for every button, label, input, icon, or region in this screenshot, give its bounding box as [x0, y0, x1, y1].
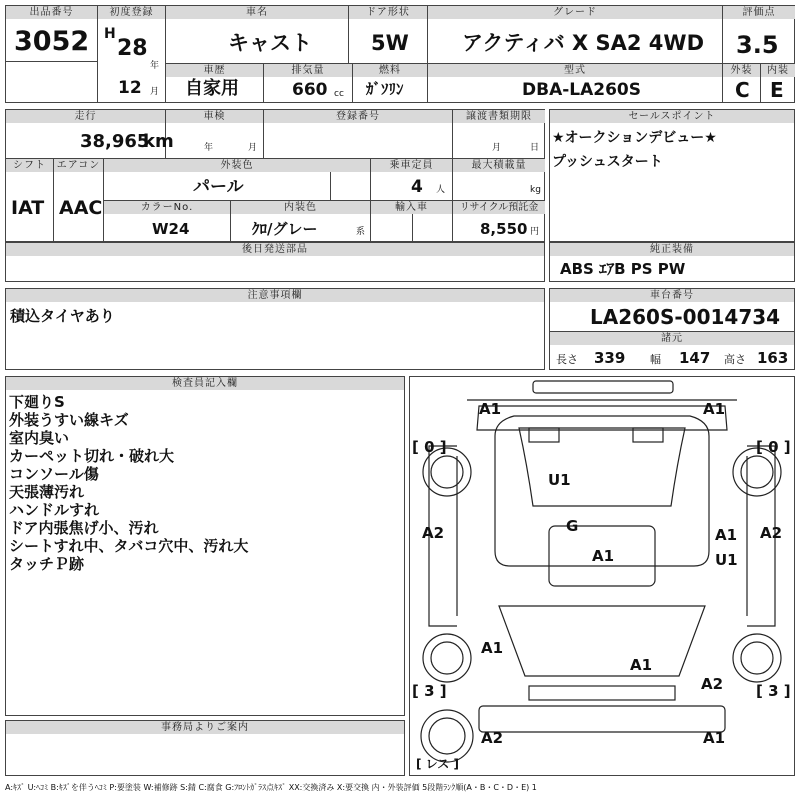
transfer-label: 譲渡書類期限 [453, 110, 545, 123]
transfer-month-unit: 月 [492, 143, 502, 153]
height-label: 高さ [724, 353, 746, 366]
damage-center: A1 [592, 547, 615, 565]
transfer-day-unit: 日 [530, 143, 540, 153]
later-parts-label: 後日発送部品 [6, 243, 544, 256]
max-load-label: 最大積載量 [453, 159, 545, 172]
door-type: 5W [371, 31, 409, 55]
interior-label: 内装 [761, 64, 795, 77]
year-unit: 年 [150, 61, 160, 71]
length-label: 長さ [556, 353, 578, 366]
sales-points-box [549, 109, 795, 242]
length: 339 [594, 349, 626, 367]
car-diagram [409, 376, 795, 776]
car-history: 自家用 [185, 78, 239, 99]
recycle-label: リサイクル預託金 [453, 201, 545, 214]
office-label: 事務局よりご案内 [6, 721, 404, 734]
lot-label: 出品番号 [6, 6, 97, 19]
ext-color: パール [193, 177, 244, 197]
caution-note: 積込タイヤあり [10, 307, 115, 325]
door-label: ドア形状 [349, 6, 427, 19]
inspector-note: ドア内張焦げ小、汚れ [9, 519, 159, 537]
max-load-unit: kg [530, 185, 541, 195]
recycle-unit: 円 [530, 227, 540, 237]
damage-front-right: A1 [703, 400, 726, 418]
fuel: ｶﾞｿﾘﾝ [366, 80, 404, 98]
damage-bottom-left: A2 [481, 729, 504, 747]
equipment-label: 純正装備 [550, 243, 794, 256]
sales-points-label: セールスポイント [550, 110, 794, 123]
interior-grade: E [770, 78, 784, 102]
sales-point-2: プッシュスタート [552, 154, 663, 170]
ac-label: エアコン [54, 159, 103, 172]
shift-label: シフト [6, 159, 53, 172]
inspector-note: シートすれ中、タバコ穴中、汚れ大 [9, 537, 249, 555]
chassis-label: 車台番号 [550, 289, 794, 302]
ext-color-label: 外装色 [104, 159, 370, 172]
inspector-notes [9, 393, 248, 573]
inspector-note: 下廻りS [9, 393, 65, 411]
inspector-note: コンソール傷 [9, 465, 99, 483]
tire-spare: [ レス ] [416, 757, 459, 771]
inspector-note: 天張薄汚れ [9, 483, 85, 501]
damage-left-side: A2 [422, 524, 445, 542]
inspector-label: 検査員記入欄 [6, 377, 404, 390]
shift: IAT [11, 197, 45, 219]
inspector-note: タッチＰ跡 [9, 555, 85, 573]
int-color-unit: 系 [356, 227, 366, 237]
grade: アクティバ X SA2 4WD [462, 31, 705, 55]
capacity: 4 [411, 177, 423, 197]
inspector-note: 外装うすい線キズ [9, 411, 129, 429]
lot-number: 3052 [14, 26, 90, 57]
air-conditioner: AAC [59, 197, 103, 219]
damage-right-side-u: U1 [715, 551, 738, 569]
era-mark: H [104, 26, 116, 42]
capacity-label: 乗車定員 [371, 159, 452, 172]
legend: A:ｷｽﾞ U:ﾍｺﾐ B:ｷｽﾞを伴うﾍｺﾐ P:要塗装 W:補修跡 S:錆 C:腐食 G:ﾌﾛﾝﾄｶﾞﾗｽ点ｷｽﾞ XX:交換済み X:要交換 内・外装評価 5段階ﾗﾝｸ順(A・B・C・D・E) 1 [5, 783, 537, 792]
inspection-label: 車検 [166, 110, 263, 123]
model-label: 型式 [428, 64, 722, 77]
history-label: 車歴 [166, 64, 263, 77]
damage-bottom-right: A1 [703, 729, 726, 747]
import-label: 輸入車 [371, 201, 452, 214]
mileage-unit: km [143, 131, 174, 152]
chassis-number: LA260S-0014734 [590, 305, 781, 329]
reg-month: 12 [118, 78, 142, 98]
equipment: ABS ｴｱB PS PW [560, 260, 686, 278]
damage-rear-left: A1 [481, 639, 504, 657]
height: 163 [757, 349, 789, 367]
month-unit: 月 [150, 87, 160, 97]
inspector-note: カーペット切れ・破れ大 [9, 447, 175, 465]
damage-roof: U1 [548, 471, 571, 489]
damage-right-side-a: A1 [715, 526, 738, 544]
damage-rear-right-side: A2 [701, 675, 724, 693]
sales-point-1: ★オークションデビュー★ [552, 130, 717, 146]
model-code: DBA-LA260S [522, 80, 641, 100]
damage-rear-center: A1 [630, 656, 653, 674]
score-label: 評価点 [723, 6, 795, 19]
displacement-unit: cc [334, 89, 344, 99]
recycle-fee: 8,550 [480, 220, 528, 238]
reg-year: 28 [117, 36, 148, 61]
exterior-label: 外装 [723, 64, 760, 77]
caution-label: 注意事項欄 [6, 289, 544, 302]
tire-front-right: [ 0 ] [756, 438, 791, 456]
capacity-unit: 人 [436, 185, 446, 195]
int-color-label: 内装色 [231, 201, 370, 214]
width-label: 幅 [650, 353, 661, 366]
registration-label: 登録番号 [264, 110, 452, 123]
damage-glass: G [566, 517, 579, 535]
score: 3.5 [736, 31, 779, 59]
damage-right-edge: A2 [760, 524, 783, 542]
color-no-label: カラーNo. [104, 201, 230, 214]
mileage-label: 走行 [6, 110, 165, 123]
inspection-month-unit: 月 [248, 143, 258, 153]
dims-label: 諸元 [550, 332, 794, 345]
exterior-grade: C [735, 78, 750, 102]
inspector-note: ハンドルすれ [9, 501, 100, 519]
int-color: ｸﾛ/グレー [252, 220, 318, 238]
tire-rear-right: [ 3 ] [756, 682, 791, 700]
inspection-year-unit: 年 [204, 143, 214, 153]
displacement-label: 排気量 [264, 64, 352, 77]
first-reg-label: 初度登録 [98, 6, 165, 19]
width: 147 [679, 349, 711, 367]
inspector-note: 室内臭い [9, 429, 70, 447]
tire-rear-left: [ 3 ] [412, 682, 447, 700]
color-no: W24 [152, 220, 190, 238]
damage-front-left: A1 [479, 400, 502, 418]
car-name-label: 車名 [166, 6, 348, 19]
grade-label: グレード [428, 6, 722, 19]
car-name: キャスト [228, 31, 312, 55]
displacement: 660 [292, 80, 328, 100]
fuel-label: 燃料 [353, 64, 427, 77]
mileage: 38,965 [80, 131, 150, 152]
tire-front-left: [ 0 ] [412, 438, 447, 456]
